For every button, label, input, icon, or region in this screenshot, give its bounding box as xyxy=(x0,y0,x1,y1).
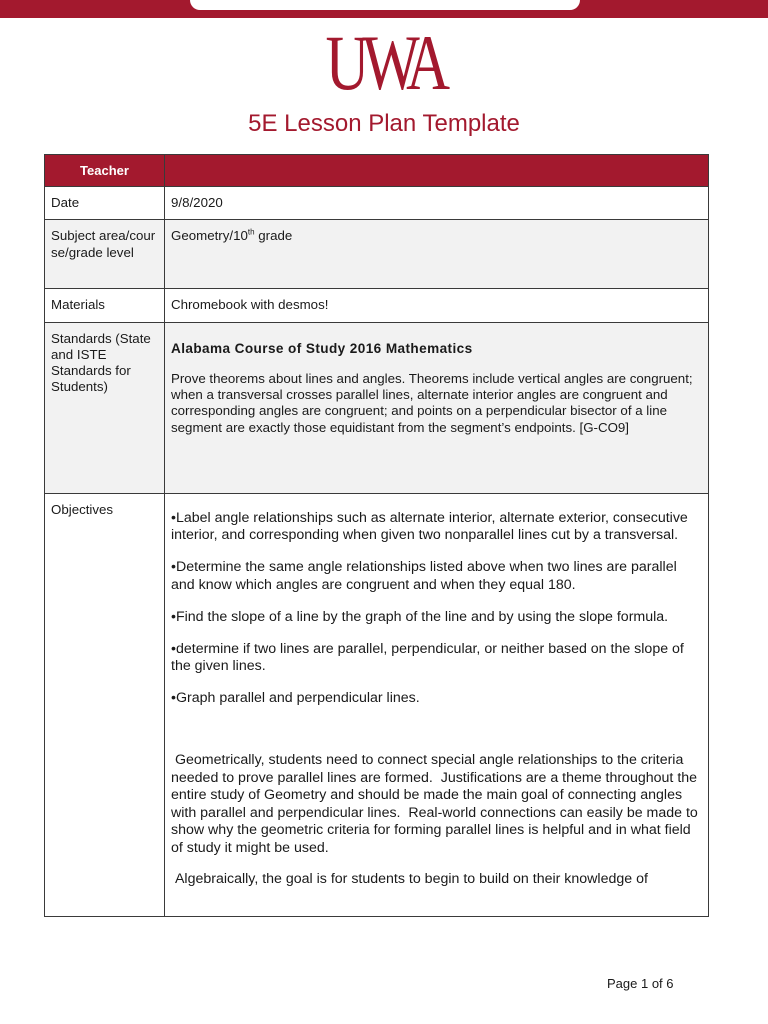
objectives-paragraph-geometric: Geometrically, students need to connect special angle relationships to the criteria needed to prove parallel lines are formed. Justifications are a theme throughout the entire study of Geometry and should be made the main goal of connecting angles with parallel and perpendicular lines. Real-world connections can easily be made to show why the geometric criteria for forming parallel lines is helpful and in what field of study it might be used. xyxy=(171,752,702,856)
objective-item: •Label angle relationships such as alternate interior, alternate exterior, consecutive interior, and corresponding when given two nonparallel lines cut by a transversal. xyxy=(171,509,688,544)
date-row xyxy=(45,187,709,220)
standards-value xyxy=(165,322,709,493)
lesson-plan-table xyxy=(44,154,709,917)
objectives-spacer xyxy=(171,502,702,510)
objective-item: •Graph parallel and perpendicular lines. xyxy=(171,690,420,707)
subject-row xyxy=(45,220,709,289)
objective-item: •determine if two lines are parallel, perpendicular, or neither based on the slope of the given lines. xyxy=(171,640,684,675)
materials-value: Chromebook with desmos! xyxy=(165,289,709,322)
objectives-gap xyxy=(171,722,702,752)
teacher-label: Teacher xyxy=(45,155,165,187)
objectives-row xyxy=(45,493,709,916)
subject-value-tail: grade xyxy=(254,228,293,244)
page-number: Page 1 of 6 xyxy=(607,976,674,991)
subject-value-main: Geometry/10 xyxy=(171,228,248,244)
objectives-label: Objectives xyxy=(45,493,165,916)
standards-row xyxy=(45,322,709,493)
materials-row xyxy=(45,289,709,322)
teacher-row xyxy=(45,155,709,187)
subject-value xyxy=(165,220,709,289)
objective-item: •Determine the same angle relationships listed above when two lines are parallel and know which angles are congruent and when they equal 180. xyxy=(171,559,677,593)
subject-value-sup: th xyxy=(247,227,255,237)
document-title: 5E Lesson Plan Template xyxy=(248,110,520,137)
standards-label: Standards (State and ISTE Standards for Students) xyxy=(45,322,165,493)
teacher-value xyxy=(165,155,709,187)
objective-item: •Find the slope of a line by the graph of the line and by using the slope formula. xyxy=(171,608,669,625)
subject-label: Subject area/course/grade level xyxy=(45,220,165,289)
objectives-value xyxy=(165,493,709,916)
uwa-logo: UWA xyxy=(325,19,443,106)
standards-text: Prove theorems about lines and angles. Theorems include vertical angles are congruent; when a transversal crosses parallel lines, alternate interior angles are congruent and corresponding angles are congruent; and points on a perpendicular bisector of a line segment are exactly those equidistant from the segment’s endpoints. [G-CO9] xyxy=(171,370,693,435)
standards-heading: Alabama Course of Study 2016 Mathematics xyxy=(171,340,473,356)
date-value: 9/8/2020 xyxy=(165,187,709,220)
materials-label: Materials xyxy=(45,289,165,322)
top-band-notch xyxy=(190,0,580,10)
objectives-paragraph-algebraic: Algebraically, the goal is for students to begin to build on their knowledge of xyxy=(171,871,648,888)
date-label: Date xyxy=(45,187,165,220)
